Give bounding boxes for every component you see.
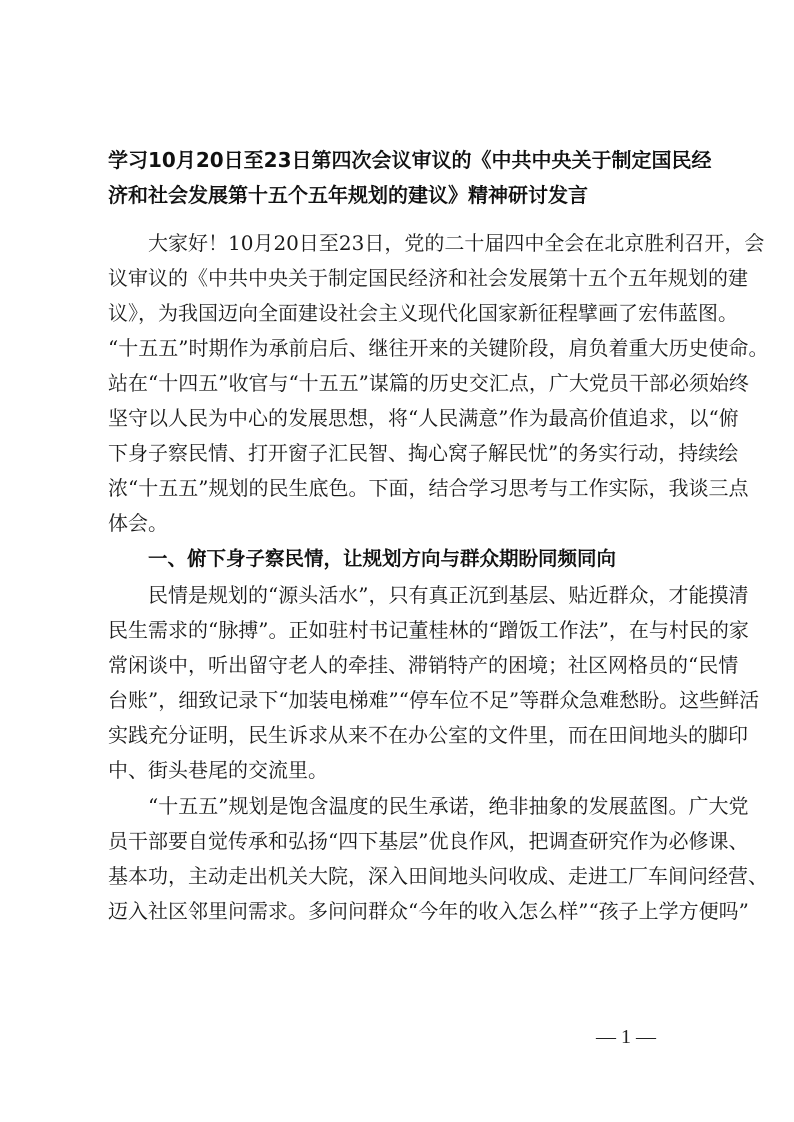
body-line: 员干部要自觉传承和弘扬“四下基层”优良作风，把调查研究作为必修课、 — [108, 829, 749, 853]
intro-line: 大家好！10月20日至23日，党的二十届四中全会在北京胜利召开，会 — [148, 231, 765, 255]
intro-line: 站在“十四五”收官与“十五五”谋篇的历史交汇点，广大党员干部必须始终 — [108, 371, 749, 395]
intro-line: “十五五”时期作为承前启后、继往开来的关键阶段，肩负着重大历史使命。 — [108, 336, 769, 360]
body-line: “十五五”规划是饱含温度的民生承诺，绝非抽象的发展蓝图。广大党 — [148, 794, 749, 818]
body-line: 迈入社区邻里问需求。多问问群众“今年的收入怎么样”“孩子上学方便吗” — [108, 899, 749, 923]
intro-line: 议》，为我国迈向全面建设社会主义现代化国家新征程擘画了宏伟蓝图。 — [108, 301, 738, 325]
document-title-line-2: 济和社会发展第十五个五年规划的建议》精神研讨发言 — [108, 183, 588, 207]
page-number: — 1 — — [596, 1026, 656, 1048]
body-line: 常闲谈中，听出留守老人的牵挂、滞销特产的困境；社区网格员的“民情 — [108, 653, 739, 677]
intro-line: 浓“十五五”规划的民生底色。下面，结合学习思考与工作实际，我谈三点 — [108, 476, 749, 500]
body-line: 台账”，细致记录下“加装电梯难”“停车位不足”等群众急难愁盼。这些鲜活 — [108, 688, 760, 712]
intro-line: 体会。 — [108, 511, 168, 535]
body-line: 中、街头巷尾的交流里。 — [108, 758, 328, 782]
document-title-line-1: 学习10月20日至23日第四次会议审议的《中共中央关于制定国民经 — [108, 148, 712, 172]
intro-line: 坚守以人民为中心的发展思想，将“人民满意”作为最高价值追求，以“俯 — [108, 406, 739, 430]
intro-line: 议审议的《中共中央关于制定国民经济和社会发展第十五个五年规划的建 — [108, 266, 748, 290]
body-line: 基本功，主动走出机关大院，深入田间地头问收成、走进工厂车间问经营、 — [108, 864, 768, 888]
intro-line: 下身子察民情、打开窗子汇民智、掏心窝子解民忧”的务实行动，持续绘 — [108, 441, 739, 465]
section-heading: 一、俯下身子察民情，让规划方向与群众期盼同频同向 — [148, 547, 617, 570]
body-line: 实践充分证明，民生诉求从来不在办公室的文件里，而在田间地头的脚印 — [108, 723, 748, 747]
body-line: 民情是规划的“源头活水”，只有真正沉到基层、贴近群众，才能摸清 — [148, 583, 749, 607]
body-line: 民生需求的“脉搏”。正如驻村书记董桂林的“蹭饭工作法”，在与村民的家 — [108, 618, 749, 642]
